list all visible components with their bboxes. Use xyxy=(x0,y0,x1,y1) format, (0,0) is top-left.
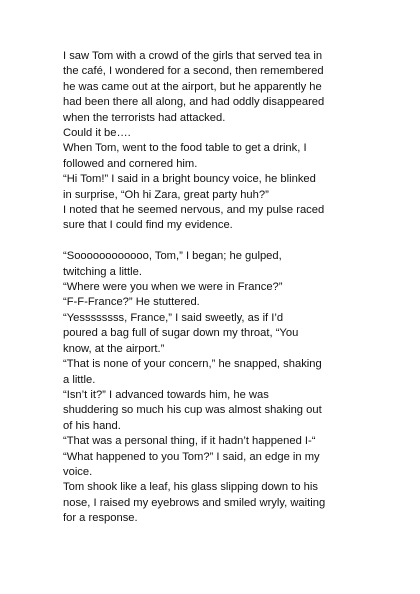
text-line: “That was a personal thing, if it hadn’t happened I-“ xyxy=(63,435,316,448)
text-line: I noted that he seemed nervous, and my pulse raced xyxy=(63,204,325,217)
text-line: for a response. xyxy=(63,512,138,525)
text-line: voice. xyxy=(63,465,93,478)
paragraph-gap xyxy=(63,234,373,249)
text-line: a little. xyxy=(63,373,96,386)
paragraph-2 xyxy=(63,249,373,526)
text-line: had been there all along, and had oddly disappeared xyxy=(63,96,325,109)
text-line: Could it be…. xyxy=(63,127,131,140)
text-line: When Tom, went to the food table to get a drink, I xyxy=(63,142,307,155)
text-line: “Where were you when we were in France?” xyxy=(63,281,283,294)
text-line: shuddering so much his cup was almost shaking out xyxy=(63,404,322,417)
text-line: “F-F-France?” He stuttered. xyxy=(63,296,200,309)
text-line: Tom shook like a leaf, his glass slipping down to his xyxy=(63,481,318,494)
text-line: poured a bag full of sugar down my throat, “You xyxy=(63,327,299,340)
document-body xyxy=(63,49,373,527)
paragraph-1 xyxy=(63,49,373,234)
text-line: the café, I wondered for a second, then remembered xyxy=(63,65,324,78)
text-line: when the terrorists had attacked. xyxy=(63,111,226,124)
text-line: nose, I raised my eyebrows and smiled wryly, waiting xyxy=(63,496,326,509)
text-line: of his hand. xyxy=(63,419,121,432)
text-line: in surprise, “Oh hi Zara, great party huh?” xyxy=(63,188,269,201)
text-line: “Isn’t it?” I advanced towards him, he was xyxy=(63,388,269,401)
text-line: followed and cornered him. xyxy=(63,157,198,170)
text-line: “Hi Tom!” I said in a bright bouncy voice, he blinked xyxy=(63,173,316,186)
text-line: “What happened to you Tom?” I said, an edge in my xyxy=(63,450,320,463)
text-line: sure that I could find my evidence. xyxy=(63,219,233,232)
text-line: “That is none of your concern,” he snapped, shaking xyxy=(63,358,322,371)
text-line: twitching a little. xyxy=(63,265,142,278)
text-line: know, at the airport.” xyxy=(63,342,165,355)
text-line: I saw Tom with a crowd of the girls that served tea in xyxy=(63,50,323,62)
text-line: “Yessssssss, France,” I said sweetly, as if I’d xyxy=(63,311,284,324)
text-line: “Soooooooooooo, Tom,” I began; he gulped, xyxy=(63,250,282,263)
text-line: he was came out at the airport, but he apparently he xyxy=(63,80,322,93)
